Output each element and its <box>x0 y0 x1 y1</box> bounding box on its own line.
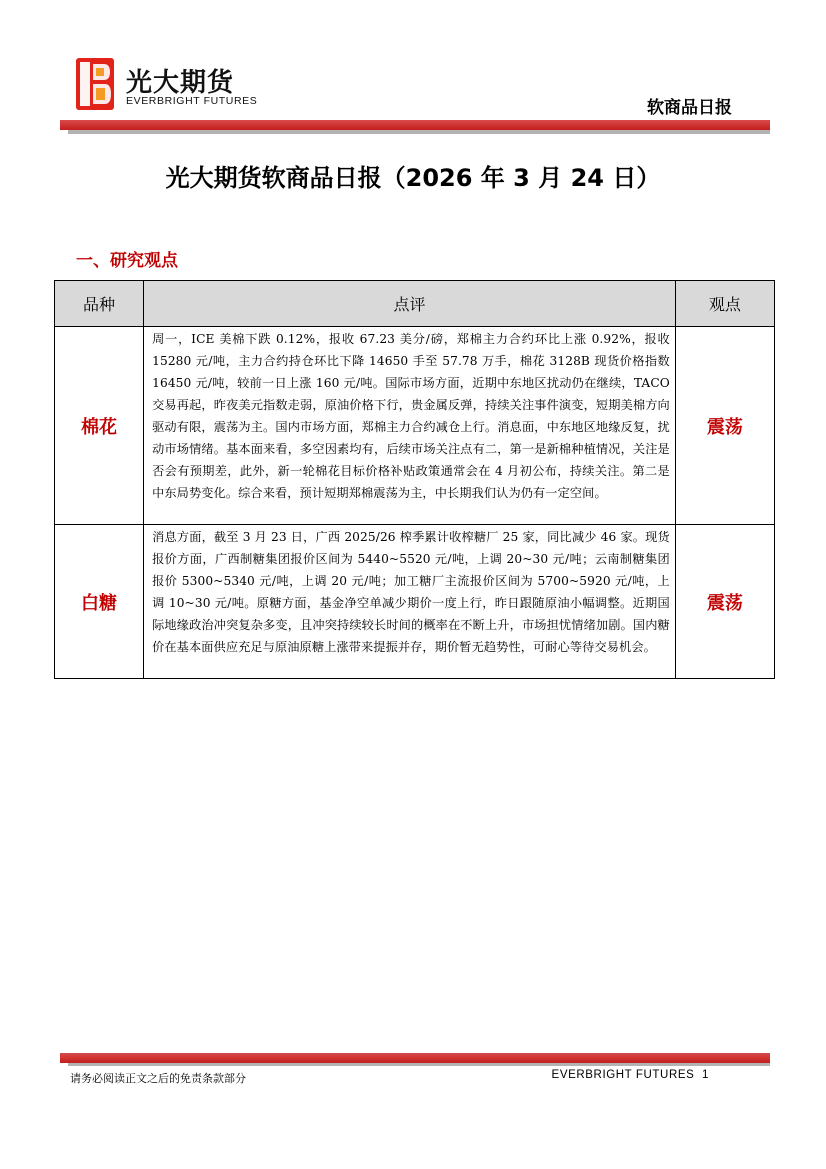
logo-chinese-name: 光大期货 <box>126 68 235 98</box>
row-comment-sugar: 消息方面，截至 3 月 23 日，广西 2025/26 榨季累计收榨糖厂 25 家，同比减少 46 家。现货报价方面，广西制糖集团报价区间为 5440~5520 元/吨，上调 20~30 元/吨；云南制糖集团报价 5300~5340 元/吨，上调 20 元/吨；加工糖厂主流报价区间为 5700~5920 元/吨，上调 10~30 元/吨。原糖方面，基金净空单减少期价一度上行，昨日跟随原油小幅调整。近期国际地缘政治冲突复杂多变，且冲突持续较长时间的概率在不断上升，市场担忧情绪加剧。国内糖价在基本面供应充足与原油原糖上涨带来提振并存，期价暂无趋势性，可耐心等待交易机会。 <box>144 525 676 679</box>
row-view-cotton: 震荡 <box>675 327 774 525</box>
everbright-logo-icon <box>76 58 114 110</box>
footer-disclaimer: 请务必阅读正文之后的免责条款部分 <box>70 1072 246 1085</box>
logo-english-name: EVERBRIGHT FUTURES <box>126 95 258 107</box>
research-table <box>54 280 775 679</box>
row-item-sugar: 白糖 <box>55 525 144 679</box>
report-type-label: 软商品日报 <box>647 98 732 118</box>
row-view-sugar: 震荡 <box>675 525 774 679</box>
page-number: 1 <box>702 1069 709 1081</box>
footer-brand-page <box>552 1069 709 1081</box>
document-title: 光大期货软商品日报（2026 年 3 月 24 日） <box>165 164 661 192</box>
footer-band-shadow <box>68 1063 770 1066</box>
header-red-band <box>60 120 770 130</box>
footer-brand: EVERBRIGHT FUTURES <box>551 1069 695 1081</box>
table-row <box>55 525 775 679</box>
table-row <box>55 327 775 525</box>
table-header-row <box>55 281 775 327</box>
row-item-cotton: 棉花 <box>55 327 144 525</box>
header-view: 观点 <box>675 281 774 327</box>
footer-red-band <box>60 1053 770 1063</box>
company-logo <box>76 58 266 112</box>
header-item: 品种 <box>55 281 144 327</box>
header-band-shadow <box>68 130 770 134</box>
row-comment-cotton: 周一，ICE 美棉下跌 0.12%，报收 67.23 美分/磅，郑棉主力合约环比上涨 0.92%，报收 15280 元/吨，主力合约持仓环比下降 14650 手至 57.78 万手，棉花 3128B 现货价格指数 16450 元/吨，较前一日上涨 160 元/吨。国际市场方面，近期中东地区扰动仍在继续，TACO 交易再起，昨夜美元指数走弱，原油价格下行，贵金属反弹，持续关注事件演变，短期美棉方向驱动有限，震荡为主。国内市场方面，郑棉主力合约减仓上行。消息面，中东地区地缘反复，扰动市场情绪。基本面来看，多空因素均有，后续市场关注点有二，第一是新棉种植情况，关注是否会有预期差，此外，新一轮棉花目标价格补贴政策通常会在 4 月初公布，持续关注。第二是中东局势变化。综合来看，预计短期郑棉震荡为主，中长期我们认为仍有一定空间。 <box>144 327 676 525</box>
header-comment: 点评 <box>144 281 676 327</box>
section-title: 一、研究观点 <box>76 251 178 271</box>
